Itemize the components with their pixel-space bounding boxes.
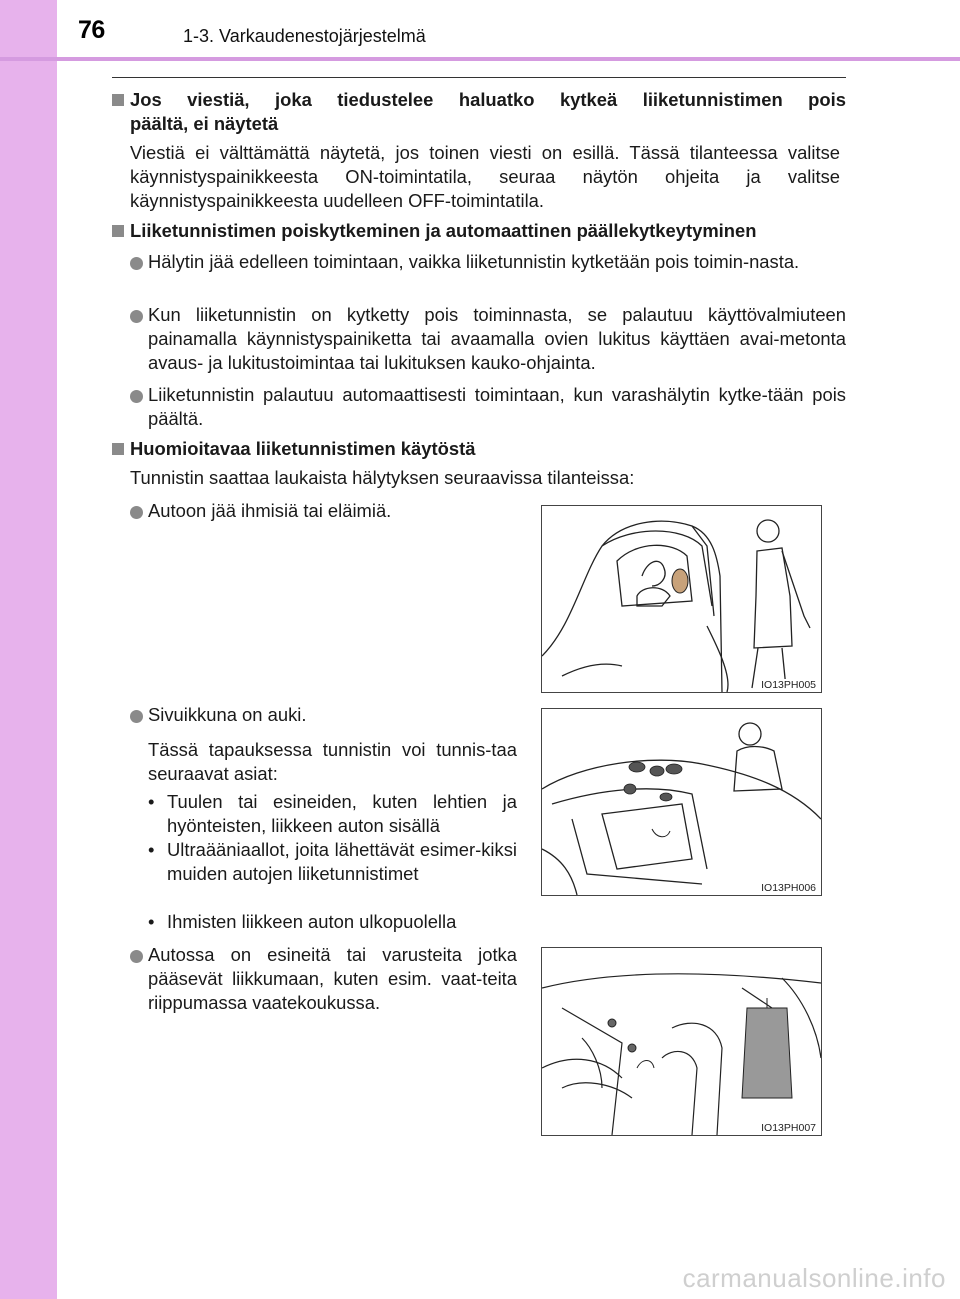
bullet-icon	[130, 506, 143, 519]
bullet-icon	[130, 310, 143, 323]
section-2-title: Liiketunnistimen poiskytkeminen ja automaattinen päällekytkeytyminen	[130, 220, 757, 241]
section-3-bullet-1: Autoon jää ihmisiä tai eläimiä.	[148, 500, 392, 521]
section-1-title: Jos viestiä, joka tiedustelee haluatko kytkeä liiketunnistimen pois	[130, 89, 846, 110]
header-rule	[0, 57, 960, 61]
dash-marker: •	[148, 911, 155, 932]
bullet-icon	[130, 710, 143, 723]
section-divider	[112, 77, 846, 78]
dash-marker: •	[148, 839, 155, 860]
section-3-bullet-2: Sivuikkuna on auki.	[148, 704, 307, 725]
side-tab	[0, 0, 57, 1299]
section-marker-icon	[112, 225, 124, 237]
chapter-title: 1-3. Varkaudenestojärjestelmä	[183, 26, 426, 46]
section-1-body: Viestiä ei välttämättä näytetä, jos toinen viesti on esillä. Tässä tilanteessa valitse käynnistyspainikkeesta ON-toimintatila, seuraa näytön ohjeita ja valitse käynnistyspainikkeesta uudelleen OFF-toimintatila.	[130, 142, 840, 211]
bullet-icon	[130, 257, 143, 270]
figure-code: IO13PH007	[761, 1122, 816, 1134]
section-marker-icon	[112, 443, 124, 455]
section-marker-icon	[112, 94, 124, 106]
watermark: carmanualsonline.info	[682, 1263, 946, 1293]
illustration-hanging-clothes	[541, 947, 822, 1136]
bullet-icon	[130, 950, 143, 963]
section-3-bullet-2-body: Tässä tapauksessa tunnistin voi tunnis-taa seuraavat asiat:	[148, 739, 517, 784]
section-2-bullet-1: Hälytin jää edelleen toimintaan, vaikka liiketunnistin kytketään pois toimin-nasta.	[148, 251, 800, 272]
illustration-open-window	[541, 708, 822, 896]
section-2-bullet-3: Liiketunnistin palautuu automaattisesti toimintaan, kun varashälytin kytke-tään pois päältä.	[148, 384, 846, 429]
section-3-title: Huomioitavaa liiketunnistimen käytöstä	[130, 438, 476, 459]
section-1-title-cont: päältä, ei näytetä	[130, 113, 279, 134]
illustration-dog-in-car	[541, 505, 822, 693]
section-3-bullet-3: Autossa on esineitä tai varusteita jotka pääsevät liikkumaan, kuten esim. vaat-teita riippumassa vaatekoukussa.	[148, 944, 517, 1013]
bullet-icon	[130, 390, 143, 403]
figure-code: IO13PH006	[761, 882, 816, 894]
figure-code: IO13PH005	[761, 679, 816, 691]
section-3-dash-1: Tuulen tai esineiden, kuten lehtien ja hyönteisten, liikkeen auton sisällä	[167, 791, 517, 836]
section-3-dash-2: Ultraääniaallot, joita lähettävät esimer-kiksi muiden autojen liiketunnistimet	[167, 839, 517, 884]
section-3-intro: Tunnistin saattaa laukaista hälytyksen seuraavissa tilanteissa:	[130, 467, 635, 488]
section-3-dash-3: Ihmisten liikkeen auton ulkopuolella	[167, 911, 457, 932]
section-2-bullet-2: Kun liiketunnistin on kytketty pois toiminnasta, se palautuu käyttövalmiuteen painamalla käynnistyspainiketta tai avaamalla ovien lukitus käyttäen avai-metonta avaus- ja lukitustoimintaa tai lukituksen kauko-ohjainta.	[148, 304, 846, 373]
page-number: 76	[78, 16, 105, 44]
dash-marker: •	[148, 791, 155, 812]
